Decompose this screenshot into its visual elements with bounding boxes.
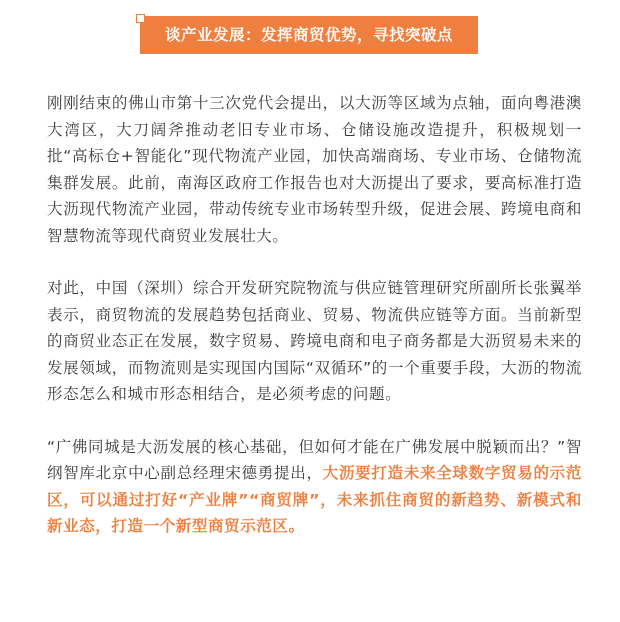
paragraph-3	[47, 434, 582, 540]
paragraph-spacer	[47, 408, 582, 434]
paragraph-spacer	[47, 249, 582, 275]
paragraph-2: 对此，中国（深圳）综合开发研究院物流与供应链管理研究所副所长张翼举表示，商贸物流的发展趋势包括商业、贸易、物流供应链等方面。当前新型的商贸业态正在发展，数字贸易、跨境电商和电子商务都是大沥贸易未来的发展领域，而物流则是实现国内国际“双循环”的一个重要手段，大沥的物流形态怎么和城市形态相结合，是必须考虑的问题。	[47, 279, 582, 403]
heading-title: 谈产业发展：发挥商贸优势，寻找突破点	[164, 26, 453, 44]
quote-text: “广佛同城是大沥发展的核心基础，但如何才能在广佛发展中脱颖而出？”智纲智库北京中心副总经理宋德勇提出，	[47, 437, 582, 482]
article-body	[47, 90, 582, 540]
highlighted-statement: 大沥要打造未来全球数字贸易的示范区，可以通过打好“产业牌”“商贸牌”，未来抓住商贸的新趋势、新模式和新业态，打造一个新型商贸示范区。	[47, 464, 583, 535]
section-heading	[0, 14, 620, 56]
paragraph-1: 刚刚结束的佛山市第十三次党代会提出，以大沥等区域为点轴，面向粤港澳大湾区，大刀阔斧推动老旧专业市场、仓储设施改造提升，积极规划一批“高标仓+智能化”现代物流产业园，加快高端商场、专业市场、仓储物流集群发展。此前，南海区政府工作报告也对大沥提出了要求，要高标准打造大沥现代物流产业园，带动传统专业市场转型升级，促进会展、跨境电商和智慧物流等现代商贸业发展壮大。	[47, 94, 582, 245]
